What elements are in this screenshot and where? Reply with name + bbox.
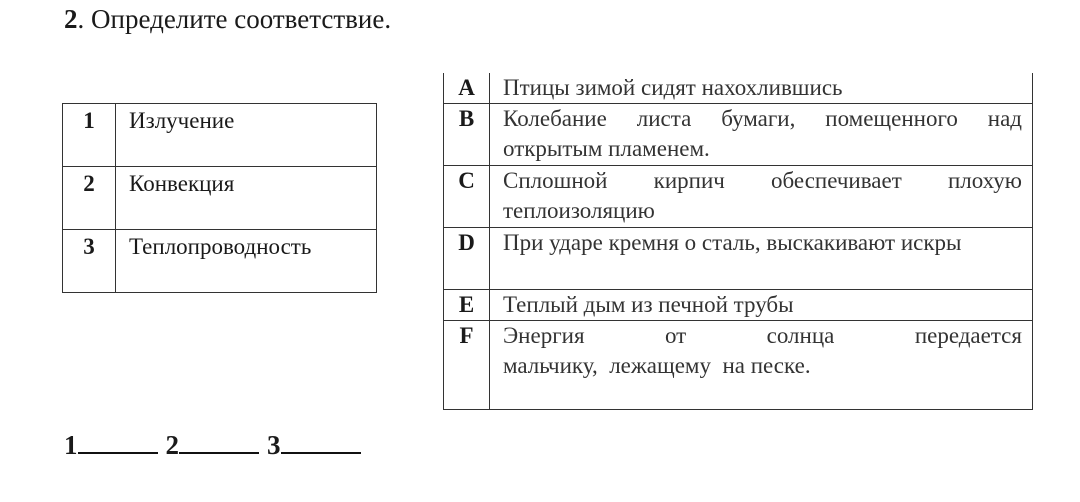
table-row [444,166,1033,228]
example-word: Энергия [503,323,585,348]
answer-blank[interactable] [179,424,259,454]
example-letter: A [444,73,490,104]
example-letter: D [444,228,490,290]
example-word: передается [914,323,1022,348]
example-text-line [503,321,1022,351]
concept-number: 2 [63,167,116,230]
example-word: солнца [766,323,835,348]
task-heading [64,2,391,36]
example-word: от [664,323,687,348]
example-text: Птицы зимой сидят нахохлившись [490,73,1033,104]
answer-number: 1 [64,430,78,460]
table-row [444,73,1033,104]
concept-number: 3 [63,230,116,293]
answer-number: 2 [165,430,179,460]
answer-blank[interactable] [281,424,361,454]
answer-line [64,424,369,465]
concept-label: Теплопроводность [116,230,377,293]
task-title: . Определите соответствие. [77,4,392,34]
table-row [63,230,377,293]
example-text [490,321,1033,410]
example-letter: F [444,321,490,410]
table-row [63,167,377,230]
table-row [444,228,1033,290]
example-letter: B [444,104,490,166]
table-row [63,104,377,167]
concept-label: Конвекция [116,167,377,230]
example-text: Сплошной кирпич обеспечивает плохую теплоизоляцию [490,166,1033,228]
examples-table [443,73,1033,410]
table-row [444,290,1033,321]
example-text: Теплый дым из печной трубы [490,290,1033,321]
concept-label: Излучение [116,104,377,167]
answer-blank[interactable] [78,424,158,454]
example-letter: C [444,166,490,228]
answer-number: 3 [267,430,281,460]
example-text: Колебание листа бумаги, помещенного над открытым пламенем. [490,104,1033,166]
example-text-line: мальчику, лежащему на песке. [503,353,811,378]
concepts-table [62,103,377,293]
table-row [444,104,1033,166]
concept-number: 1 [63,104,116,167]
example-text: При ударе кремня о сталь, выскакивают искры [490,228,1033,290]
table-row [444,321,1033,410]
task-number: 2 [64,4,78,34]
example-letter: E [444,290,490,321]
